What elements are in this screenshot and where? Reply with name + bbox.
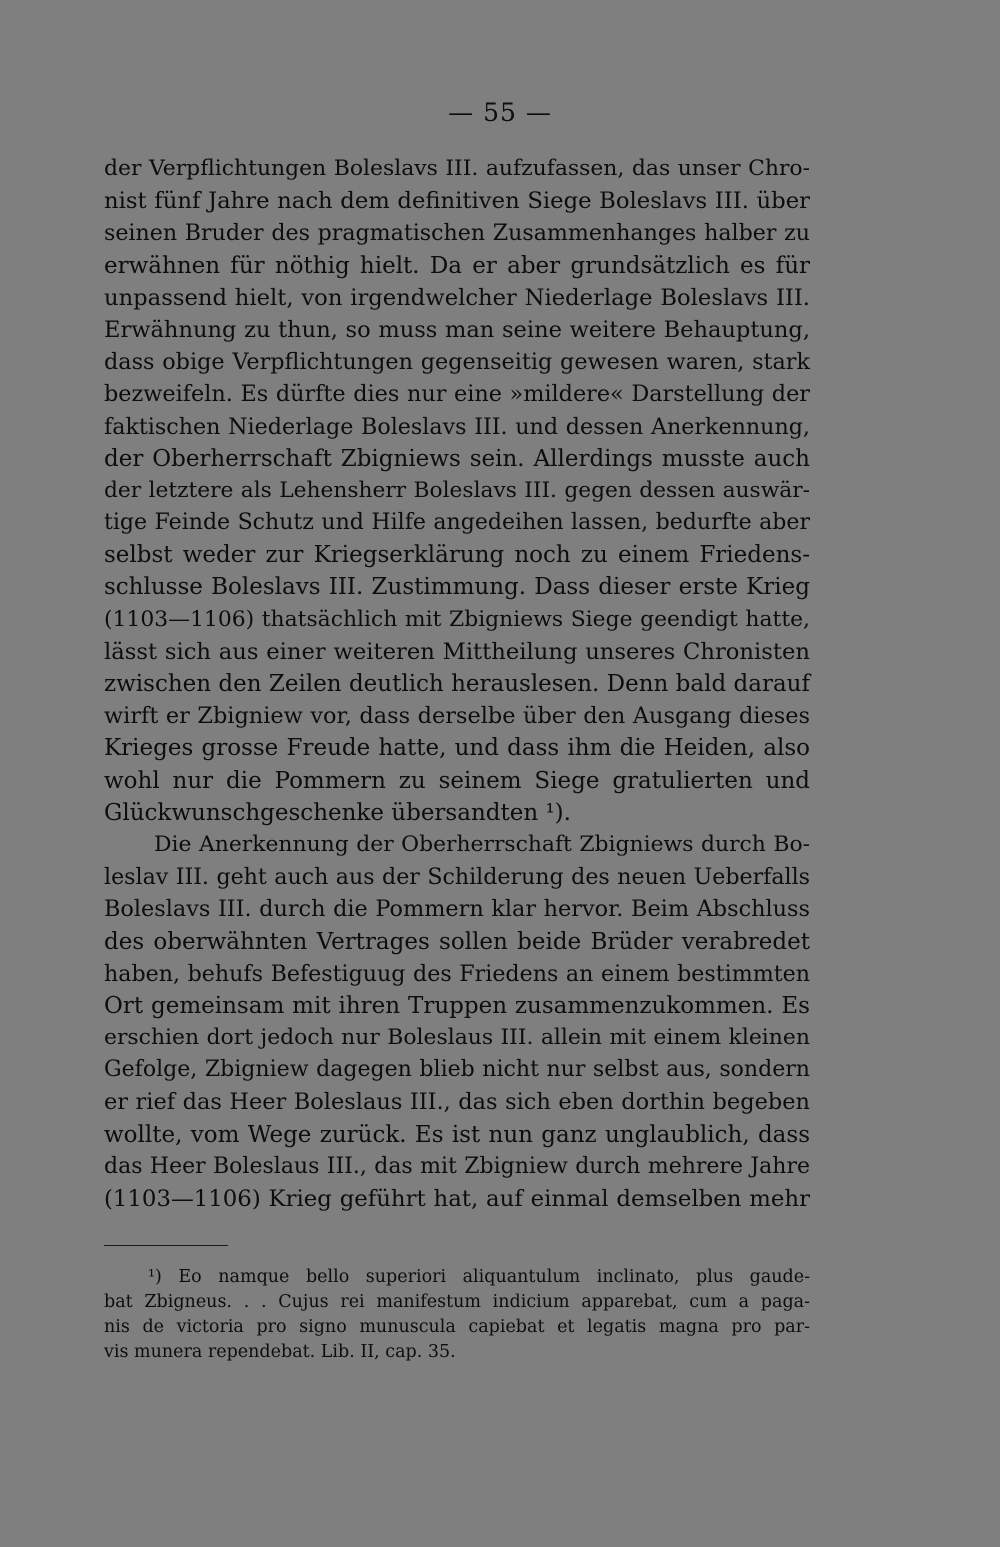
- footnote-line: ¹) Eo namque bello superiori aliquantulum inclinato, plus gaude-: [148, 1267, 810, 1287]
- text-line: tige Feinde Schutz und Hilfe angedeihen lassen, bedurfte aber: [104, 510, 810, 536]
- footnote-line: bat Zbigneus. . . Cujus rei manifestum indicium apparebat, cum a paga-: [104, 1292, 810, 1312]
- footnote-rule: [104, 1245, 228, 1246]
- text-line: des oberwähnten Vertrages sollen beide Brüder verabredet: [104, 928, 810, 955]
- paragraph-start-line: Die Anerkennung der Oberherrschaft Zbigniews durch Bo-: [154, 831, 810, 857]
- text-line: wohl nur die Pommern zu seinem Siege gratulierten und: [104, 767, 810, 794]
- footnote-line: nis de victoria pro signo munuscula capiebat et legatis magna pro par-: [104, 1317, 810, 1337]
- text-line: wollte, vom Wege zurück. Es ist nun ganz unglaublich, dass: [104, 1121, 810, 1148]
- text-line: unpassend hielt, von irgendwelcher Niederlage Boleslavs III.: [104, 284, 810, 311]
- text-line: dass obige Verpflichtungen gegenseitig gewesen waren, stark: [104, 349, 810, 376]
- text-line: Boleslavs III. durch die Pommern klar hervor. Beim Abschluss: [104, 896, 810, 923]
- text-line: Gefolge, Zbigniew dagegen blieb nicht nur selbst aus, sondern: [104, 1057, 810, 1083]
- text-line: faktischen Niederlage Boleslavs III. und dessen Anerkennung,: [104, 413, 810, 440]
- text-line: lässt sich aus einer weiteren Mittheilung unseres Chronisten: [104, 638, 810, 665]
- text-line: selbst weder zur Kriegserklärung noch zu einem Friedens-: [104, 542, 810, 569]
- text-line: (1103—1106) Krieg geführt hat, auf einmal demselben mehr: [104, 1186, 810, 1212]
- text-line: Ort gemeinsam mit ihren Truppen zusammenzukommen. Es: [104, 992, 810, 1019]
- footnote-line: vis munera rependebat. Lib. II, cap. 35.: [104, 1342, 456, 1362]
- text-line: er rief das Heer Boleslaus III., das sich eben dorthin begeben: [104, 1089, 810, 1116]
- text-line: zwischen den Zeilen deutlich herauslesen. Denn bald darauf: [104, 671, 810, 697]
- text-line: haben, behufs Befestiguug des Friedens an einem bestimmten: [104, 960, 810, 987]
- text-line: der letztere als Lehensherr Boleslavs III. gegen dessen auswär-: [104, 477, 810, 503]
- text-line: Krieges grosse Freude hatte, und dass ihm die Heiden, also: [104, 735, 810, 762]
- text-line: wirft er Zbigniew vor, dass derselbe über den Ausgang dieses: [104, 703, 810, 730]
- text-line: nist fünf Jahre nach dem definitiven Siege Boleslavs III. über: [104, 188, 810, 215]
- footnotes: [104, 1265, 810, 1365]
- text-line: Erwähnung zu thun, so muss man seine weitere Behauptung,: [104, 316, 810, 343]
- page-number: — 55 —: [448, 98, 552, 127]
- text-line: seinen Bruder des pragmatischen Zusammenhanges halber zu: [104, 220, 810, 247]
- text-line: der Verpflichtungen Boleslavs III. aufzufassen, das unser Chro-: [104, 156, 810, 181]
- text-line: erwähnen für nöthig hielt. Da er aber grundsätzlich es für: [104, 252, 810, 279]
- text-line: bezweifeln. Es dürfte dies nur eine »mildere« Darstellung der: [104, 381, 810, 408]
- body-text: [104, 153, 810, 1215]
- text-line: der Oberherrschaft Zbigniews sein. Allerdings musste auch: [104, 445, 810, 472]
- text-line: Glückwunschgeschenke übersandten ¹).: [104, 799, 571, 826]
- text-line: das Heer Boleslaus III., das mit Zbigniew durch mehrere Jahre: [104, 1153, 810, 1179]
- text-line: schlusse Boleslavs III. Zustimmung. Dass dieser erste Krieg: [104, 574, 810, 601]
- text-line: erschien dort jedoch nur Boleslaus III. allein mit einem kleinen: [104, 1025, 810, 1051]
- text-line: (1103—1106) thatsächlich mit Zbigniews Siege geendigt hatte,: [104, 606, 810, 632]
- text-line: leslav III. geht auch aus der Schilderung des neuen Ueberfalls: [104, 864, 810, 891]
